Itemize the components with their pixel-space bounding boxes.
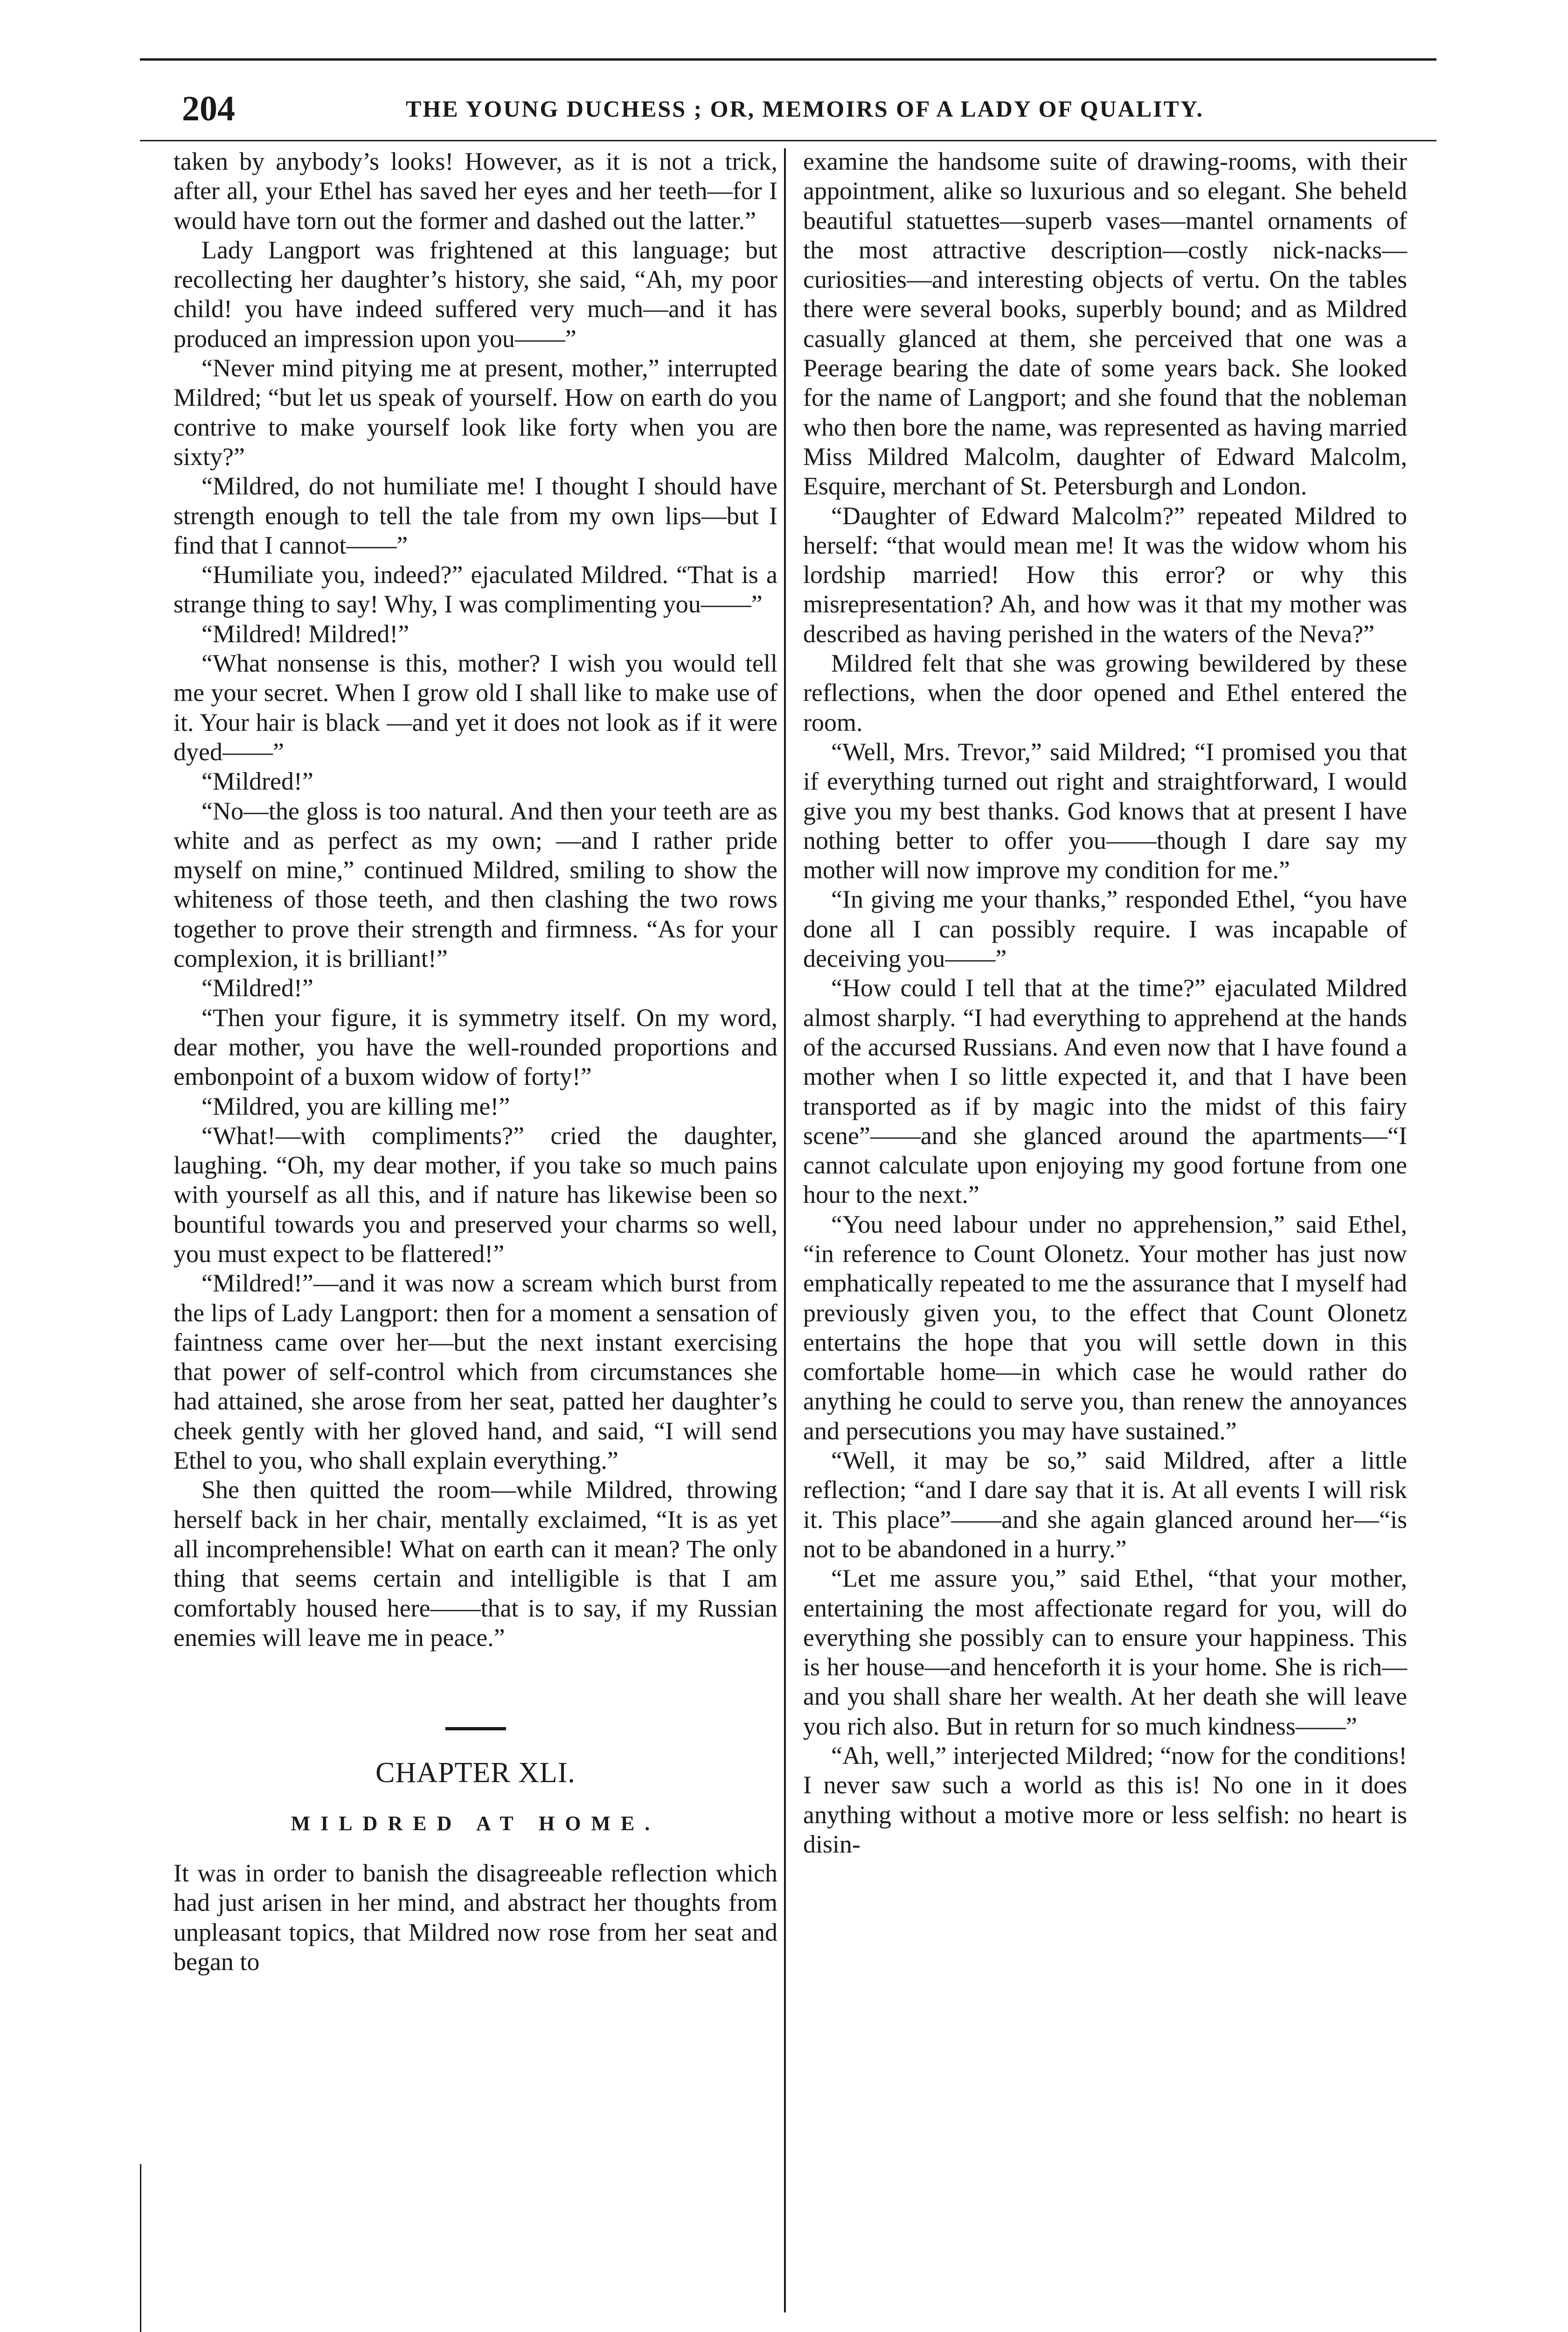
running-title: THE YOUNG DUCHESS ; OR, MEMOIRS OF A LADY OF QUALITY.	[406, 96, 1204, 122]
paragraph: “Humiliate you, indeed?” ejaculated Mildred. “That is a strange thing to say! Why, I was complimenting you——”	[173, 561, 777, 618]
paragraph: Mildred felt that she was growing bewildered by these reflections, when the door opened and Ethel entered the room.	[803, 649, 1407, 736]
paragraph: Lady Langport was frightened at this language; but recollecting her daughter’s history, she said, “Ah, my poor child! you have indeed suffered very much—and it has produced an impression upon you——”	[173, 236, 777, 353]
paragraph: “What!—with compliments?” cried the daughter, laughing. “Oh, my dear mother, if you take so much pains with yourself as all this, and if nature has likewise been so bountiful towards you and preserved your charms so well, you must expect to be flattered!”	[173, 1121, 777, 1268]
paragraph: examine the handsome suite of drawing-rooms, with their appointment, alike so luxurious and so elegant. She beheld beautiful statuettes—superb vases—mantel ornaments of the most attractive description—costly nick-nacks—curiosities—and interesting objects of vertu. On the tables there were several books, superbly bound; and as Mildred casually glanced at them, she perceived that one was a Peerage bearing the date of some years back. She looked for the name of Langport; and she found that the nobleman who then bore the name, was represented as having married Miss Mildred Malcolm, daughter of Edward Malcolm, Esquire, merchant of St. Petersburgh and London.	[803, 147, 1407, 500]
chapter-ornament	[445, 1727, 506, 1730]
page-header	[182, 89, 1422, 131]
paragraph: “In giving me your thanks,” responded Ethel, “you have done all I can possibly require. I was incapable of deceiving you——”	[803, 885, 1407, 973]
paragraph: “What nonsense is this, mother? I wish you would tell me your secret. When I grow old I shall like to make use of it. Your hair is black —and yet it does not look as if it were dyed——”	[173, 649, 777, 766]
paragraph: It was in order to banish the disagreeable reflection which had just arisen in her mind, and abstract her thoughts from unpleasant topics, that Mildred now rose from her seat and began to	[173, 1859, 777, 1976]
header-rule	[140, 140, 1436, 141]
paragraph: “Let me assure you,” said Ethel, “that your mother, entertaining the most affectionate regard for you, will do everything she possibly can to ensure your happiness. This is her house—and henceforth it is your home. She is rich—and you shall share her wealth. At her death she will leave you rich also. But in return for so much kindness——”	[803, 1564, 1407, 1740]
paragraph: “Ah, well,” interjected Mildred; “now for the conditions! I never saw such a world as this is! No one in it does anything without a motive more or less selfish: no heart is disin-	[803, 1742, 1407, 1858]
paragraph: “Mildred!”—and it was now a scream which burst from the lips of Lady Langport: then for a moment a sensation of faintness came over her—but the next instant exercising that power of self-control which from circumstances she had attained, she arose from her seat, patted her daughter’s cheek gently with her gloved hand, and said, “I will send Ethel to you, who shall explain everything.”	[173, 1269, 777, 1475]
page-number: 204	[182, 89, 235, 128]
paragraph: “Never mind pitying me at present, mother,” interrupted Mildred; “but let us speak of yourself. How on earth do you contrive to make yourself look like forty when you are sixty?”	[173, 354, 777, 471]
left-column	[173, 147, 777, 1977]
paragraph: taken by anybody’s looks! However, as it is not a trick, after all, your Ethel has saved her eyes and her teeth—for I would have torn out the former and dashed out the latter.”	[173, 147, 777, 235]
chapter-subtitle: MILDRED AT HOME.	[291, 1812, 660, 1835]
paragraph: “How could I tell that at the time?” ejaculated Mildred almost sharply. “I had everything to apprehend at the hands of the accursed Russians. And even now that I have found a mother when I so little expected it, and that I have been transported as if by magic into the midst of this fairy scene”——and she glanced around the apartments—“I cannot calculate upon enjoying my good fortune from one hour to the next.”	[803, 974, 1407, 1209]
paragraph: She then quitted the room—while Mildred, throwing herself back in her chair, mentally exclaimed, “It is as yet all incomprehensible! What on earth can it mean? The only thing that seems certain and intelligible is that I am comfortably housed here——that is to say, if my Russian enemies will leave me in peace.”	[173, 1476, 777, 1652]
right-column	[803, 147, 1407, 1859]
paragraph: “Mildred!”	[201, 767, 313, 796]
chapter-title: CHAPTER XLI.	[375, 1757, 576, 1789]
top-rule	[140, 58, 1436, 61]
paragraph: “Then your figure, it is symmetry itself. On my word, dear mother, you have the well-rounded proportions and embonpoint of a buxom widow of forty!”	[173, 1003, 777, 1091]
paragraph: “Mildred, you are killing me!”	[201, 1092, 510, 1120]
paragraph: “Well, it may be so,” said Mildred, after a little reflection; “and I dare say that it is. At all events I will risk it. This place”——and she again glanced around her—“is not to be abandoned in a hurry.”	[803, 1446, 1407, 1563]
paragraph: “Well, Mrs. Trevor,” said Mildred; “I promised you that if everything turned out right and straightforward, I would give you my best thanks. God knows that at present I have nothing better to offer you——though I dare say my mother will now improve my condition for me.”	[803, 737, 1407, 884]
paragraph: “Mildred, do not humiliate me! I thought I should have strength enough to tell the tale from my own lips—but I find that I cannot——”	[173, 472, 777, 559]
paragraph: “No—the gloss is too natural. And then your teeth are as white and as perfect as my own; —and I rather pride myself on mine,” continued Mildred, smiling to show the whiteness of those teeth, and then clashing the two rows together to prove their strength and firmness. “As for your complexion, it is brilliant!”	[173, 797, 777, 973]
paragraph: “Mildred! Mildred!”	[201, 619, 409, 648]
paragraph: “Daughter of Edward Malcolm?” repeated Mildred to herself: “that would mean me! It was the widow whom his lordship married! How this error? or why this misrepresentation? Ah, and how was it that my mother was described as having perished in the waters of the Neva?”	[803, 501, 1407, 648]
paragraph: “Mildred!”	[201, 974, 313, 1002]
paragraph: “You need labour under no apprehension,” said Ethel, “in reference to Count Olonetz. Your mother has just now emphatically repeated to me the assurance that I myself had previously given you, to the effect that Count Olonetz entertains the hope that you will settle down in this comfortable home—in which case he would rather do anything he could to serve you, than renew the annoyances and persecutions you may have sustained.”	[803, 1210, 1407, 1445]
left-margin-rule	[140, 2164, 141, 2332]
column-divider	[784, 148, 786, 2312]
